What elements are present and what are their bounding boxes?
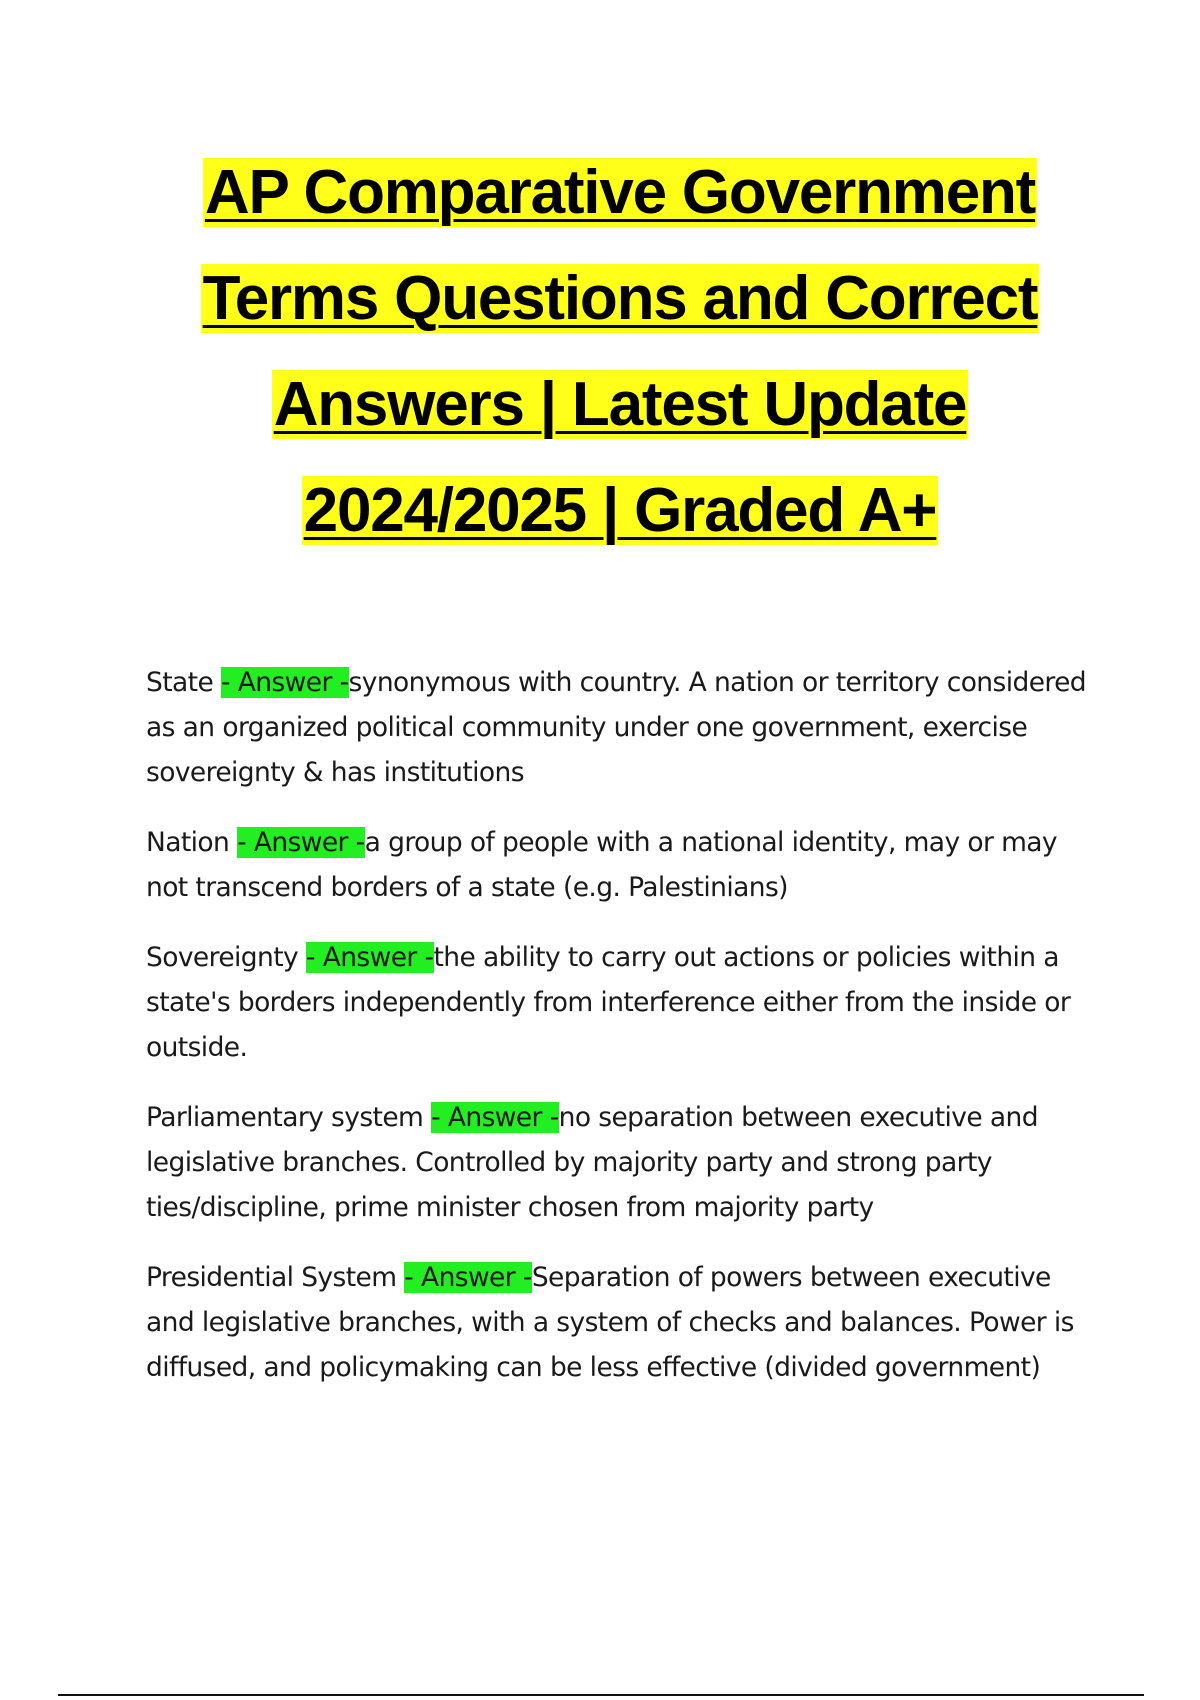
document-title [0,140,1200,564]
term-entry-sovereignty [146,935,1096,1070]
term-definition: the ability to carry out actions or policies within a state's borders independently from interference either from the inside or outside. [146,942,1071,1063]
answer-tag: - Answer - [404,1262,532,1293]
term-entry-nation [146,820,1096,910]
term-definition: no separation between executive and legislative branches. Controlled by majority party and strong party ties/discipline, prime minister chosen from majority party [146,1102,1038,1223]
term-label: Sovereignty [146,942,306,973]
title-line [0,352,1200,458]
title-line [0,246,1200,352]
answer-tag: - Answer - [305,942,434,973]
footer-divider [58,1694,1144,1696]
title-line-text: Answers | Latest Update [273,370,967,439]
answer-tag: - Answer - [220,667,349,698]
title-line-text: AP Comparative Government [204,158,1036,227]
title-line-text: Terms Questions and Correct [202,264,1038,333]
term-entry-presidential-system [146,1255,1096,1390]
term-label: State [146,667,221,698]
term-definition: Separation of powers between executive and legislative branches, with a system of checks and balances. Power is diffused, and policymaking can be less effective (divided government) [146,1262,1074,1383]
answer-tag: - Answer - [431,1102,559,1133]
answer-tag: - Answer - [237,827,365,858]
title-line-text: 2024/2025 | Graded A+ [303,476,937,545]
term-definition: a group of people with a national identity, may or may not transcend borders of a state (e.g. Palestinians) [146,827,1058,903]
term-label: Nation [146,827,238,858]
term-entry-state [146,660,1096,795]
term-label: Parliamentary system [146,1102,432,1133]
term-list [146,660,1096,1415]
term-definition: synonymous with country. A nation or territory considered as an organized political community under one government, exercise sovereignty & has institutions [146,667,1087,788]
title-line [0,458,1200,564]
term-label: Presidential System [146,1262,405,1293]
title-line [0,140,1200,246]
term-entry-parliamentary-system [146,1095,1096,1230]
